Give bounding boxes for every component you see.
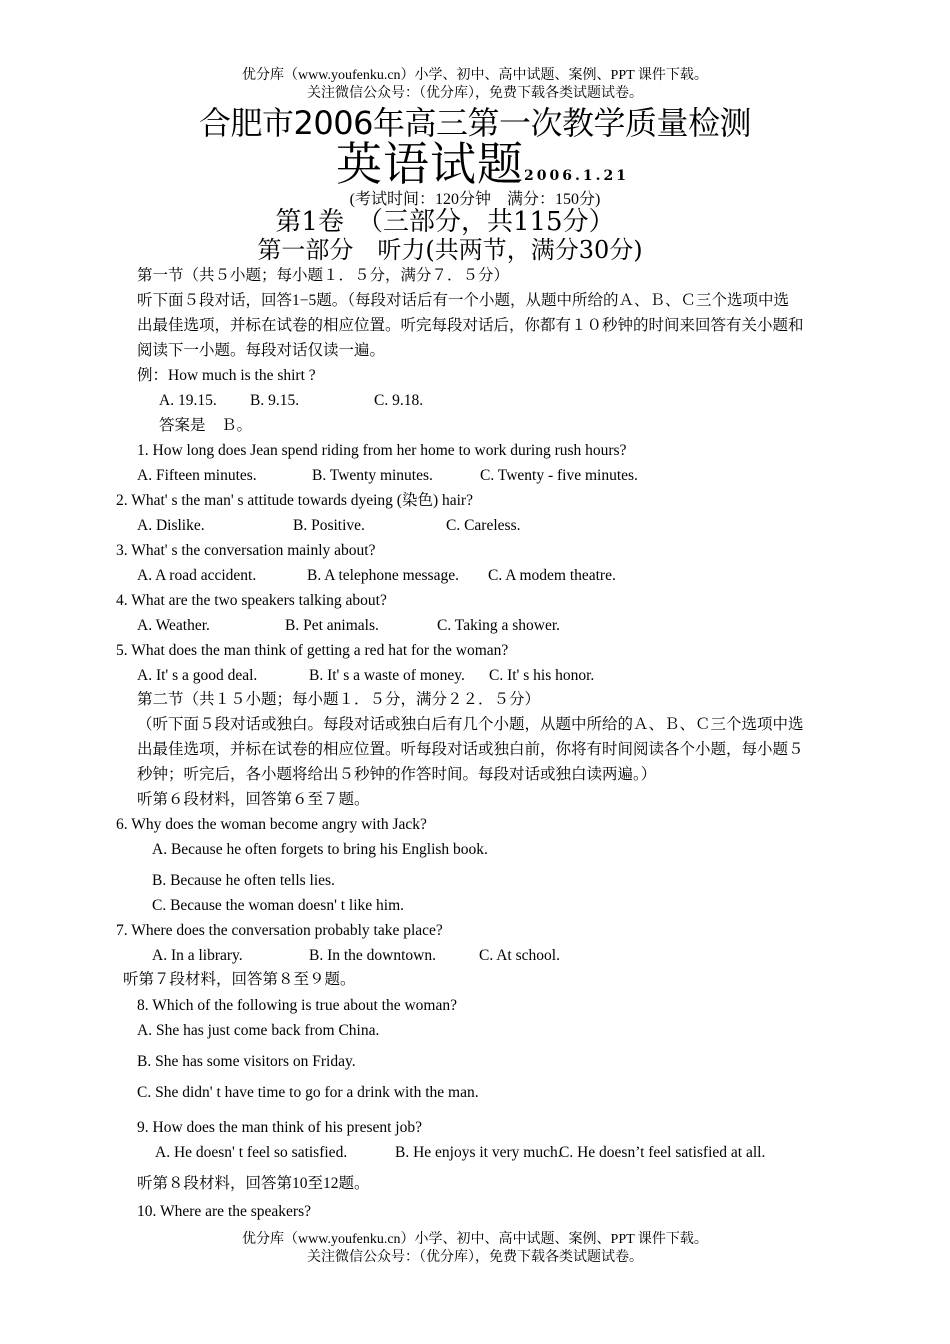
- q6-option-b: B. Because he often tells lies.: [152, 872, 335, 889]
- header-line-2: 关注微信公众号：（优分库），免费下载各类试题试卷。: [307, 86, 643, 101]
- question-3: 3. What' s the conversation mainly about?: [116, 542, 376, 559]
- q8-option-c: C. She didn' t have time to go for a drink with the man.: [137, 1084, 479, 1101]
- question-9: 9. How does the man think of his present job?: [137, 1119, 422, 1136]
- footer-line-1: 优分库（www.youfenku.cn）小学、初中、高中试题、案例、PPT 课件下载。: [242, 1232, 708, 1247]
- subject-name: 英语试题: [336, 137, 524, 191]
- question-6: 6. Why does the woman become angry with Jack?: [116, 816, 427, 833]
- question-2-options: [137, 516, 520, 536]
- q7-option-a: A. In a library.: [152, 947, 243, 964]
- q1-option-b: B. Twenty minutes.: [312, 467, 433, 484]
- q9-option-a: A. He doesn' t feel so satisfied.: [155, 1144, 348, 1161]
- q6-option-a: A. Because he often forgets to bring his English book.: [152, 841, 488, 858]
- question-7-options: [152, 946, 560, 966]
- example-options: [159, 391, 423, 411]
- q2-option-b: B. Positive.: [293, 517, 365, 534]
- section2-instruction-3: 秒钟；听完后，各小题将给出５秒钟的作答时间。每段对话或独白读两遍。）: [137, 766, 657, 783]
- q9-option-c: C. He doesn’t feel satisfied at all.: [559, 1144, 766, 1161]
- question-2: 2. What' s the man' s attitude towards dyeing (染色) hair?: [116, 492, 473, 509]
- volume-title: 第1卷 （三部分，共115分）: [275, 207, 615, 237]
- question-7: 7. Where does the conversation probably take place?: [116, 922, 443, 939]
- question-1: 1. How long does Jean spend riding from her home to work during rush hours?: [137, 442, 627, 459]
- example-option-a: A. 19.15.: [159, 392, 217, 409]
- q3-option-a: A. A road accident.: [137, 567, 257, 584]
- q1-option-a: A. Fifteen minutes.: [137, 467, 257, 484]
- q4-option-a: A. Weather.: [137, 617, 210, 634]
- example-option-b: B. 9.15.: [250, 392, 300, 409]
- section2-heading: 第二节（共１５小题；每小题１．５分，满分２２．５分）: [137, 691, 541, 708]
- exam-title: 合肥市2006年高三第一次教学质量检测: [199, 104, 751, 142]
- section1-instruction-1: 听下面５段对话，回答1−5题。（每段对话后有一个小题，从题中所给的Ａ、Ｂ、Ｃ三个选项中选: [137, 292, 789, 309]
- footer-line-2: 关注微信公众号：（优分库），免费下载各类试题试卷。: [307, 1250, 643, 1265]
- material-6-note: 听第６段材料，回答第６至７题。: [137, 791, 370, 808]
- header-line-1: 优分库（www.youfenku.cn）小学、初中、高中试题、案例、PPT 课件下载。: [242, 68, 708, 83]
- q2-option-c: C. Careless.: [446, 517, 521, 534]
- question-8: 8. Which of the following is true about the woman?: [137, 997, 457, 1014]
- example-question: 例：How much is the shirt ?: [137, 367, 316, 384]
- section1-instruction-3: 阅读下一小题。每段对话仅读一遍。: [137, 342, 386, 359]
- q6-option-c: C. Because the woman doesn' t like him.: [152, 897, 405, 914]
- q4-option-b: B. Pet animals.: [285, 617, 379, 634]
- q5-option-a: A. It' s a good deal.: [137, 667, 258, 684]
- exam-info: (考试时间：120分钟 满分：150分): [349, 191, 601, 208]
- section1-instruction-2: 出最佳选项，并标在试卷的相应位置。听完每段对话后，你都有１０秒钟的时间来回答有关小题和: [137, 317, 804, 334]
- q5-option-b: B. It' s a waste of money.: [309, 667, 465, 684]
- q2-option-a: A. Dislike.: [137, 517, 205, 534]
- material-8-note: 听第８段材料，回答第10至12题。: [137, 1175, 370, 1192]
- example-option-c: C. 9.18.: [374, 392, 424, 409]
- q3-option-c: C. A modem theatre.: [488, 567, 616, 584]
- example-answer: 答案是 Ｂ。: [159, 417, 253, 434]
- q3-option-b: B. A telephone message.: [307, 567, 459, 584]
- q8-option-b: B. She has some visitors on Friday.: [137, 1053, 356, 1070]
- q8-option-a: A. She has just come back from China.: [137, 1022, 380, 1039]
- question-3-options: [137, 566, 616, 586]
- q5-option-c: C. It' s his honor.: [489, 667, 595, 684]
- q7-option-b: B. In the downtown.: [309, 947, 437, 964]
- question-5: 5. What does the man think of getting a red hat for the woman?: [116, 642, 509, 659]
- question-10: 10. Where are the speakers?: [137, 1203, 311, 1220]
- question-4: 4. What are the two speakers talking about?: [116, 592, 387, 609]
- section2-instruction-2: 出最佳选项，并标在试卷的相应位置。听每段对话或独白前，你将有时间阅读各个小题，每小题５: [137, 741, 804, 758]
- question-4-options: [137, 616, 560, 636]
- question-5-options: [137, 666, 594, 686]
- q4-option-c: C. Taking a shower.: [437, 617, 561, 634]
- q1-option-c: C. Twenty - five minutes.: [480, 467, 638, 484]
- q9-option-b: B. He enjoys it very much.: [395, 1144, 562, 1161]
- exam-date: 2006.1.21: [524, 168, 629, 184]
- section1-heading: 第一节（共５小题；每小题１．５分，满分７．５分）: [137, 267, 510, 284]
- part-title: 第一部分 听力(共两节，满分30分): [257, 236, 643, 264]
- question-1-options: [137, 466, 638, 486]
- section2-instruction-1: （听下面５段对话或独白。每段对话或独白后有几个小题，从题中所给的Ａ、Ｂ、Ｃ三个选项中选: [137, 716, 804, 733]
- question-9-options: [155, 1143, 765, 1163]
- material-7-note: 听第７段材料，回答第８至９题。: [123, 971, 356, 988]
- q7-option-c: C. At school.: [479, 947, 560, 964]
